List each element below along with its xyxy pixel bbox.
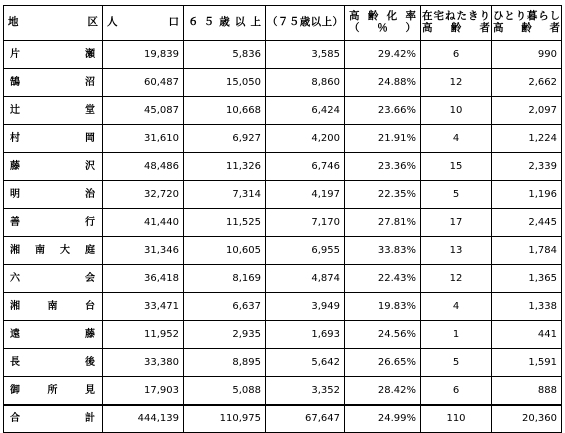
district-name: 湘南台 [4, 293, 103, 321]
district-name: 善行 [4, 209, 103, 237]
population-cell: 33,471 [103, 293, 184, 321]
over-65-cell: 6,637 [184, 293, 266, 321]
living-alone-cell: 1,365 [492, 265, 562, 293]
table-row [4, 153, 562, 181]
bedridden-cell: 17 [421, 209, 492, 237]
living-alone-cell: 1,338 [492, 293, 562, 321]
living-alone-cell: 1,591 [492, 349, 562, 377]
bedridden-cell: 10 [421, 97, 492, 125]
header-over-65: ６５歳以上 [184, 6, 266, 41]
over-75-cell: 7,170 [266, 209, 345, 237]
population-cell: 31,610 [103, 125, 184, 153]
living-alone-cell: 990 [492, 41, 562, 69]
over-65-cell: 15,050 [184, 69, 266, 97]
district-name: 明治 [4, 181, 103, 209]
aging-rate-cell: 22.43% [345, 265, 421, 293]
header-living-alone-elderly: ひとり暮らし 高 齢 者 [492, 6, 562, 41]
over-75-cell: 4,874 [266, 265, 345, 293]
population-cell: 32,720 [103, 181, 184, 209]
population-cell: 36,418 [103, 265, 184, 293]
over-65-cell: 11,326 [184, 153, 266, 181]
over-65-cell: 5,836 [184, 41, 266, 69]
table-row [4, 69, 562, 97]
bedridden-cell: 5 [421, 181, 492, 209]
total-label: 合計 [4, 405, 103, 433]
over-65-cell: 8,169 [184, 265, 266, 293]
population-cell: 48,486 [103, 153, 184, 181]
district-name: 六会 [4, 265, 103, 293]
header-bedridden-elderly: 在宅ねたきり 高 齢 者 [421, 6, 492, 41]
bedridden-cell: 12 [421, 265, 492, 293]
header-row [4, 6, 562, 41]
aging-rate-cell: 22.35% [345, 181, 421, 209]
population-cell: 45,087 [103, 97, 184, 125]
over-65-cell: 10,605 [184, 237, 266, 265]
living-alone-cell: 1,196 [492, 181, 562, 209]
header-area: 地 区 [4, 6, 103, 41]
population-cell: 17,903 [103, 377, 184, 405]
over-75-cell: 3,352 [266, 377, 345, 405]
population-cell: 11,952 [103, 321, 184, 349]
living-alone-cell: 2,662 [492, 69, 562, 97]
living-alone-cell: 2,097 [492, 97, 562, 125]
aging-rate-cell: 19.83% [345, 293, 421, 321]
over-75-cell: 5,642 [266, 349, 345, 377]
living-alone-cell: 1,224 [492, 125, 562, 153]
bedridden-cell: 4 [421, 125, 492, 153]
aging-rate-cell: 26.65% [345, 349, 421, 377]
aging-rate-cell: 23.36% [345, 153, 421, 181]
bedridden-cell: 1 [421, 321, 492, 349]
over-65-cell: 5,088 [184, 377, 266, 405]
district-name: 長後 [4, 349, 103, 377]
bedridden-cell: 13 [421, 237, 492, 265]
over-65-cell: 7,314 [184, 181, 266, 209]
over-65-cell: 2,935 [184, 321, 266, 349]
over-75-cell: 6,424 [266, 97, 345, 125]
over-75-cell: 6,955 [266, 237, 345, 265]
aging-rate-cell: 27.81% [345, 209, 421, 237]
table-row [4, 265, 562, 293]
total-living-alone: 20,360 [492, 405, 562, 433]
header-population: 人 口 [103, 6, 184, 41]
population-cell: 19,839 [103, 41, 184, 69]
over-65-cell: 11,525 [184, 209, 266, 237]
over-75-cell: 4,200 [266, 125, 345, 153]
aging-rate-cell: 29.42% [345, 41, 421, 69]
district-name: 村岡 [4, 125, 103, 153]
table-row [4, 349, 562, 377]
table-row [4, 181, 562, 209]
over-75-cell: 8,860 [266, 69, 345, 97]
population-cell: 33,380 [103, 349, 184, 377]
district-name: 鵠沼 [4, 69, 103, 97]
living-alone-cell: 888 [492, 377, 562, 405]
district-name: 遠藤 [4, 321, 103, 349]
table-row [4, 293, 562, 321]
over-75-cell: 3,949 [266, 293, 345, 321]
aging-rate-cell: 24.88% [345, 69, 421, 97]
aging-rate-cell: 23.66% [345, 97, 421, 125]
living-alone-cell: 441 [492, 321, 562, 349]
header-aging-rate: 高齢化率 （ ％ ） [345, 6, 421, 41]
total-aging-rate: 24.99% [345, 405, 421, 433]
district-name: 湘南大庭 [4, 237, 103, 265]
total-population: 444,139 [103, 405, 184, 433]
aging-rate-cell: 28.42% [345, 377, 421, 405]
bedridden-cell: 6 [421, 41, 492, 69]
over-75-cell: 4,197 [266, 181, 345, 209]
table-row [4, 125, 562, 153]
total-bedridden: 110 [421, 405, 492, 433]
total-row [4, 405, 562, 433]
district-name: 辻堂 [4, 97, 103, 125]
total-over-65: 110,975 [184, 405, 266, 433]
living-alone-cell: 1,784 [492, 237, 562, 265]
over-65-cell: 8,895 [184, 349, 266, 377]
population-cell: 60,487 [103, 69, 184, 97]
elderly-population-table [3, 5, 562, 433]
bedridden-cell: 6 [421, 377, 492, 405]
over-75-cell: 6,746 [266, 153, 345, 181]
aging-rate-cell: 33.83% [345, 237, 421, 265]
over-65-cell: 6,927 [184, 125, 266, 153]
over-75-cell: 1,693 [266, 321, 345, 349]
population-cell: 31,346 [103, 237, 184, 265]
table-row [4, 237, 562, 265]
over-75-cell: 3,585 [266, 41, 345, 69]
aging-rate-cell: 24.56% [345, 321, 421, 349]
table-row [4, 321, 562, 349]
aging-rate-cell: 21.91% [345, 125, 421, 153]
district-name: 御所見 [4, 377, 103, 405]
table-row [4, 41, 562, 69]
header-over-75: （７５歳以上） [266, 6, 345, 41]
bedridden-cell: 5 [421, 349, 492, 377]
total-over-75: 67,647 [266, 405, 345, 433]
population-cell: 41,440 [103, 209, 184, 237]
living-alone-cell: 2,339 [492, 153, 562, 181]
district-name: 藤沢 [4, 153, 103, 181]
bedridden-cell: 12 [421, 69, 492, 97]
living-alone-cell: 2,445 [492, 209, 562, 237]
table-row [4, 377, 562, 405]
district-name: 片瀬 [4, 41, 103, 69]
table-row [4, 97, 562, 125]
bedridden-cell: 4 [421, 293, 492, 321]
over-65-cell: 10,668 [184, 97, 266, 125]
table-row [4, 209, 562, 237]
bedridden-cell: 15 [421, 153, 492, 181]
